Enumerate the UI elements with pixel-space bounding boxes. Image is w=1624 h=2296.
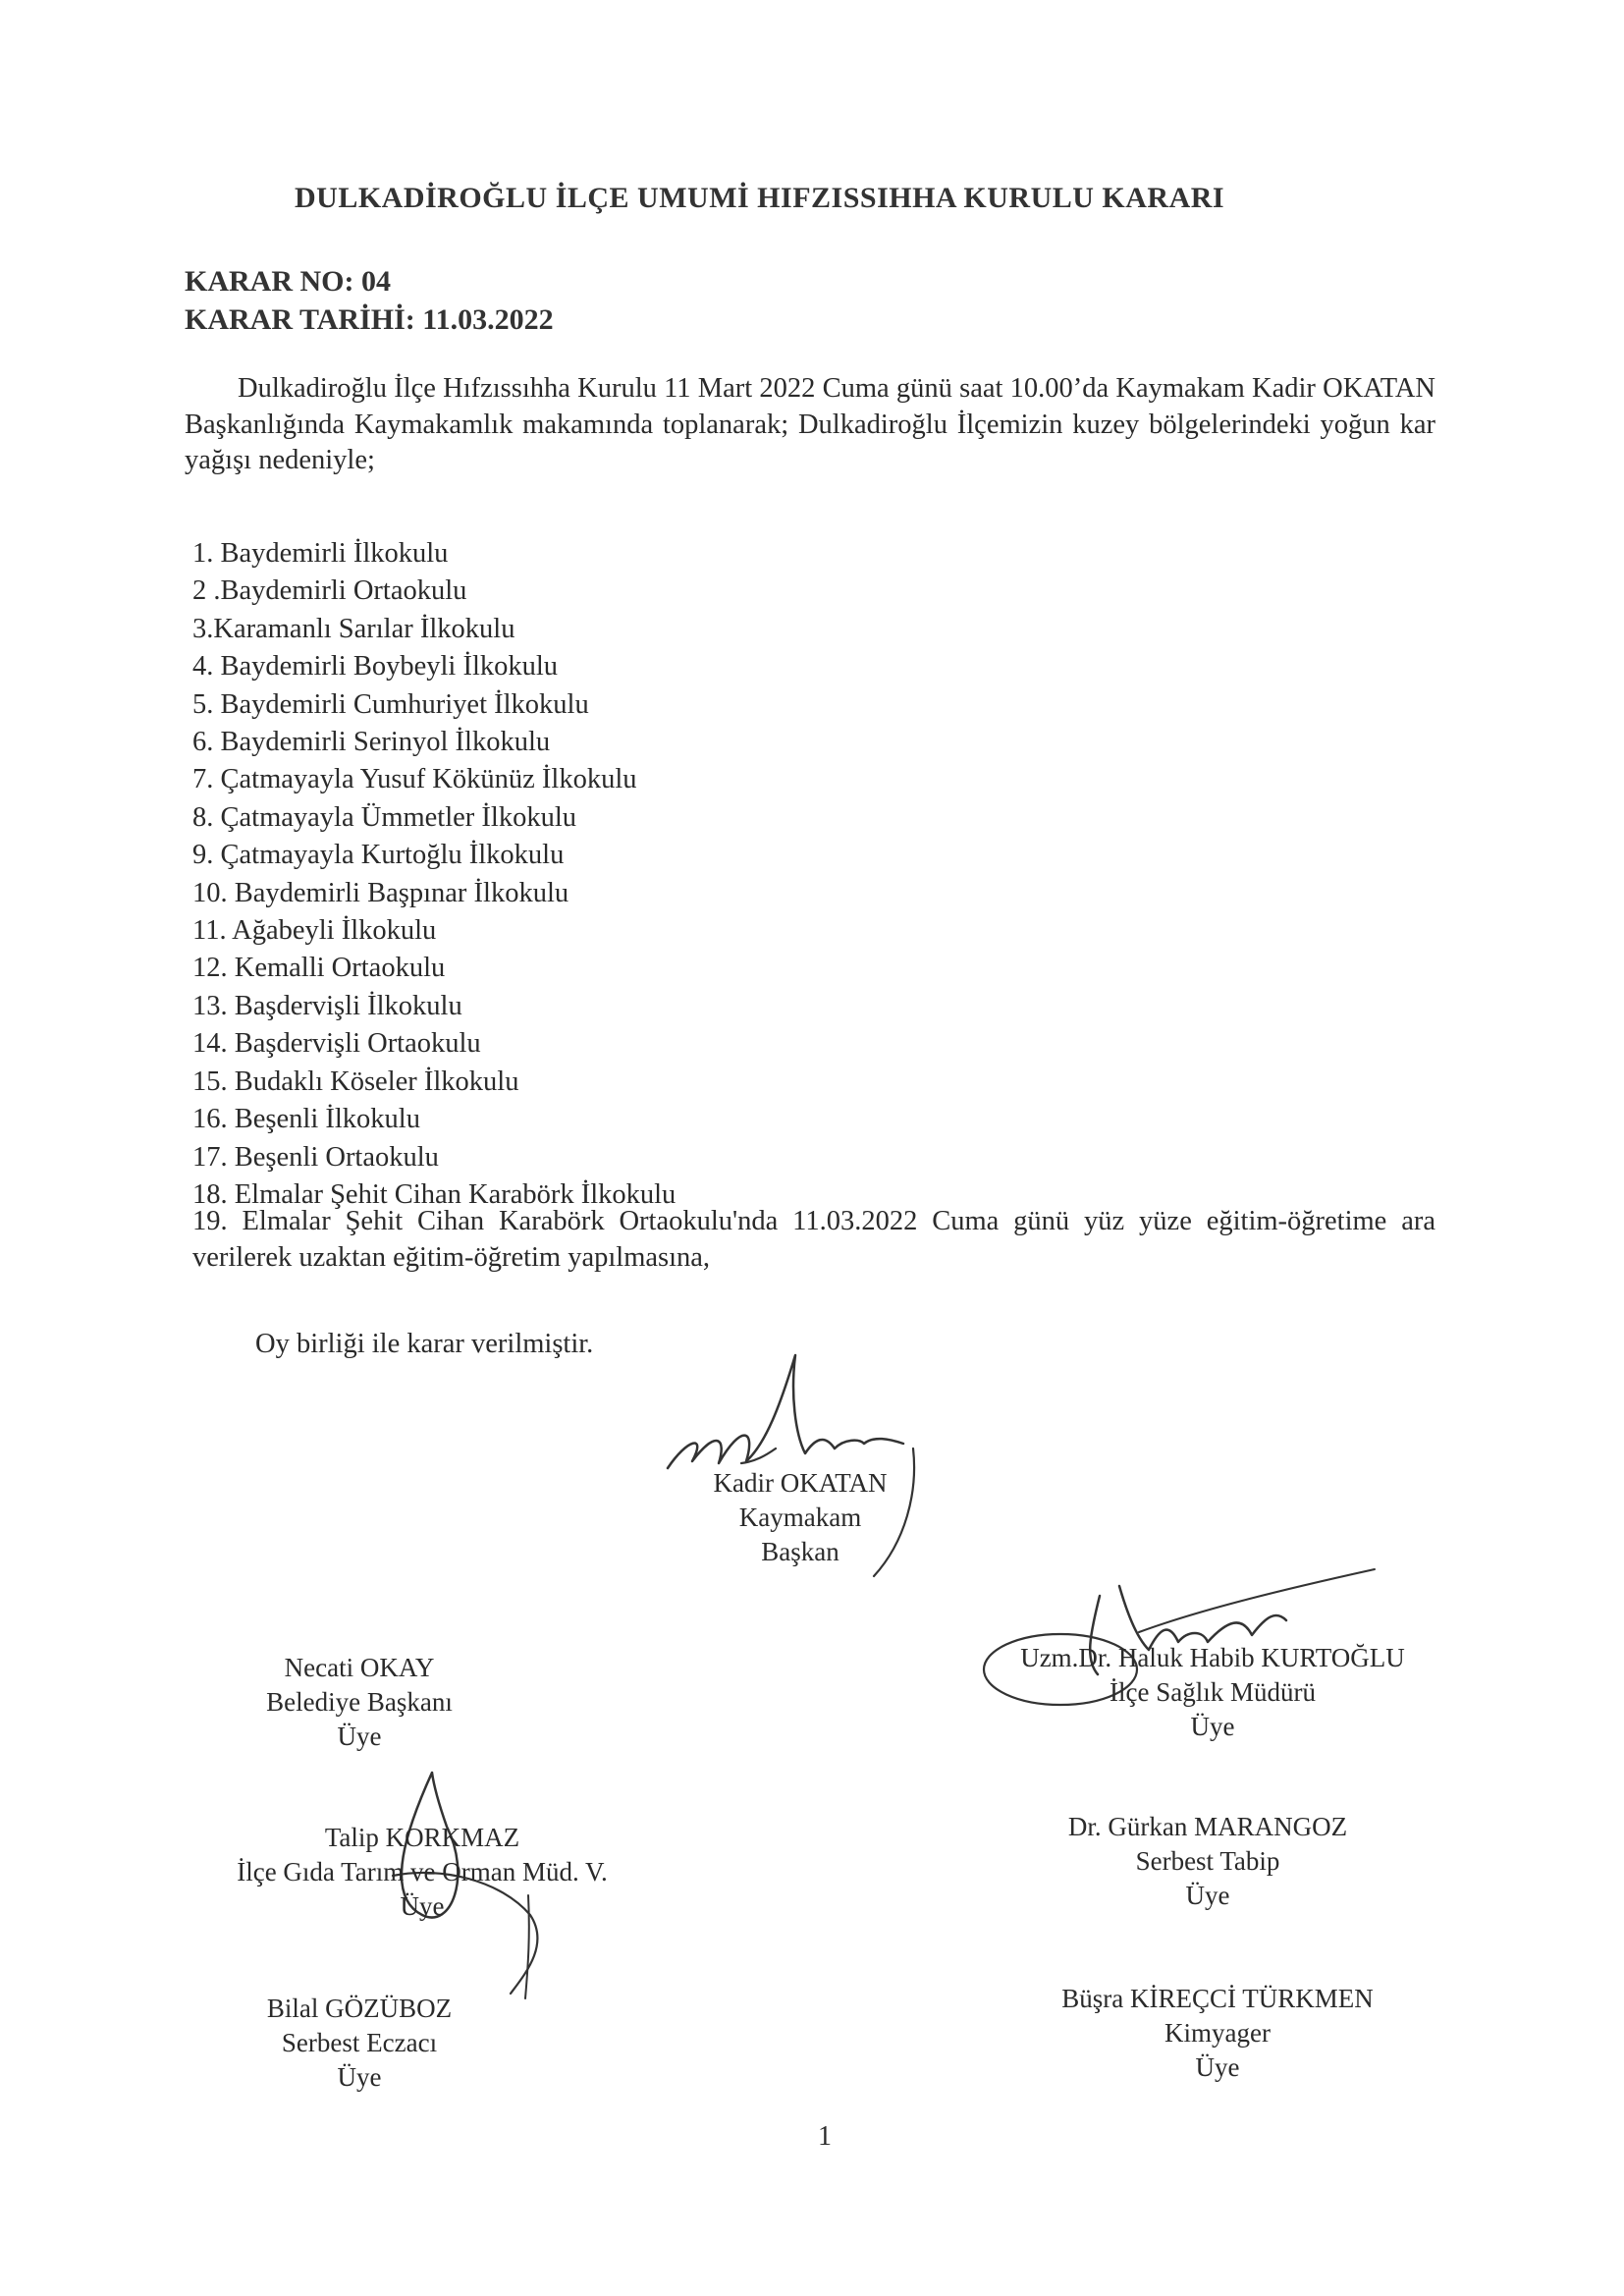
- chair-signature-block: [702, 1466, 898, 1569]
- intro-paragraph: Dulkadiroğlu İlçe Hıfzıssıhha Kurulu 11 Mart 2022 Cuma günü saat 10.00’da Kaymakam Kadir OKATAN Başkanlığında Kaymakamlık makamında toplanarak; Dulkadiroğlu İlçemizin kuzey bölgelerindeki yoğun kar yağışı nedeniyle;: [185, 373, 1435, 475]
- document-title: DULKADİROĞLU İLÇE UMUMİ HIFZISSIHHA KURULU KARARI: [295, 182, 1225, 214]
- pharmacist-name: Bilal GÖZÜBOZ: [266, 1994, 453, 2023]
- list-item: 1. Baydemirli İlkokulu: [192, 538, 449, 569]
- decision-date: KARAR TARİHİ: 11.03.2022: [185, 303, 554, 336]
- pharmacist-role: Üye: [337, 2062, 382, 2092]
- school-list: [192, 535, 676, 1214]
- list-item: 10. Baydemirli Başpınar İlkokulu: [192, 877, 569, 908]
- list-item: 14. Başdervişli Ortaokulu: [192, 1028, 481, 1060]
- chemist-title: Kimyager: [1164, 2018, 1271, 2048]
- final-list-item: 19. Elmalar Şehit Cihan Karabörk Ortaokulu'nda 11.03.2022 Cuma günü yüz yüze eğitim-öğretime ara verilerek uzaktan eğitim-öğretim yapılmasına,: [192, 1206, 1435, 1273]
- list-item: 13. Başdervişli İlkokulu: [192, 990, 462, 1021]
- list-item: 11. Ağabeyli İlkokulu: [192, 915, 437, 947]
- list-item: 3.Karamanlı Sarılar İlkokulu: [192, 613, 515, 644]
- health-director-role: Üye: [1190, 1712, 1235, 1741]
- chair-title: Kaymakam: [738, 1503, 862, 1532]
- agriculture-title: İlçe Gıda Tarım ve Orman Müd. V.: [237, 1857, 608, 1886]
- mayor-name: Necati OKAY: [284, 1653, 435, 1682]
- list-item: 15. Budaklı Köseler İlkokulu: [192, 1066, 519, 1097]
- list-item: 9. Çatmayayla Kurtoğlu İlkokulu: [192, 840, 565, 871]
- decision-number: KARAR NO: 04: [185, 265, 391, 298]
- mayor-title: Belediye Başkanı: [266, 1687, 453, 1717]
- chair-name: Kadir OKATAN: [713, 1468, 888, 1498]
- list-item: 4. Baydemirli Boybeyli İlkokulu: [192, 651, 559, 683]
- agriculture-role: Üye: [400, 1891, 445, 1921]
- list-item: 17. Beşenli Ortaokulu: [192, 1141, 439, 1173]
- physician-signature-block: [1021, 1810, 1394, 1913]
- physician-role: Üye: [1185, 1881, 1230, 1910]
- list-item: 6. Baydemirli Serinyol İlkokulu: [192, 727, 551, 758]
- chair-role: Başkan: [761, 1537, 839, 1566]
- mayor-signature-block: [232, 1651, 487, 1754]
- conclusion-text: Oy birliği ile karar verilmiştir.: [255, 1329, 594, 1359]
- pharmacist-signature-block: [232, 1992, 487, 2095]
- list-item: 8. Çatmayayla Ümmetler İlkokulu: [192, 801, 576, 833]
- list-item: 16. Beşenli İlkokulu: [192, 1104, 420, 1135]
- list-item: 2 .Baydemirli Ortaokulu: [192, 575, 467, 607]
- agriculture-name: Talip KORKMAZ: [324, 1823, 520, 1852]
- list-item: 18. Elmalar Şehit Cihan Karabörk İlkokulu: [192, 1178, 677, 1210]
- list-item: 5. Baydemirli Cumhuriyet İlkokulu: [192, 688, 589, 720]
- page-number: 1: [818, 2121, 832, 2152]
- health-director-title: İlçe Sağlık Müdürü: [1110, 1677, 1316, 1707]
- health-director-signature-block: [987, 1641, 1438, 1744]
- list-item: 7. Çatmayayla Yusuf Kökünüz İlkokulu: [192, 764, 637, 795]
- pharmacist-title: Serbest Eczacı: [281, 2028, 438, 2057]
- physician-name: Dr. Gürkan MARANGOZ: [1067, 1812, 1348, 1841]
- list-item: 12. Kemalli Ortaokulu: [192, 953, 446, 984]
- chemist-name: Büşra KİREÇCİ TÜRKMEN: [1061, 1984, 1374, 2013]
- mayor-role: Üye: [337, 1722, 382, 1751]
- chemist-signature-block: [1021, 1982, 1414, 2085]
- chemist-role: Üye: [1195, 2052, 1240, 2082]
- agriculture-signature-block: [196, 1821, 648, 1924]
- physician-title: Serbest Tabip: [1135, 1846, 1280, 1876]
- health-director-name: Uzm.Dr. Haluk Habib KURTOĞLU: [1020, 1643, 1405, 1672]
